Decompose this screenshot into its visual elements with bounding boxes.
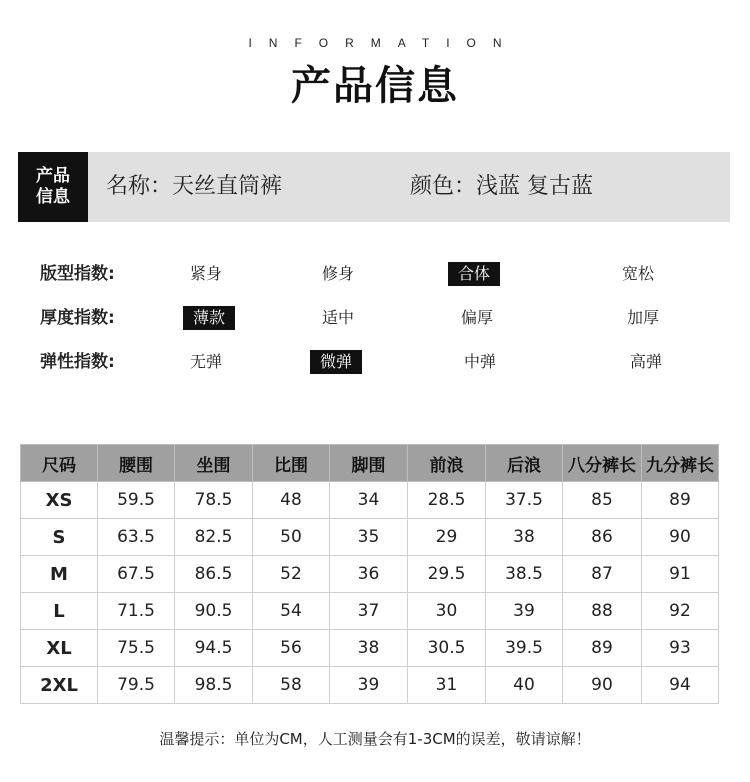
table-cell: 35 (330, 519, 408, 556)
table-cell: 92 (642, 593, 719, 630)
elasticity-index-row (0, 347, 750, 377)
table-cell: 30 (408, 593, 486, 630)
elasticity-option-medium: 中弹 (463, 352, 497, 371)
col-header-waist: 腰围 (98, 445, 175, 482)
measurement-note: 温馨提示：单位为CM，人工测量会有1-3CM的误差，敬请谅解！ (159, 730, 591, 748)
elasticity-option-none: 无弹 (189, 352, 223, 371)
elasticity-option-slight: 微弹 (310, 350, 362, 374)
table-cell: 52 (253, 556, 330, 593)
thickness-index-label: 厚度指数: (40, 308, 115, 328)
table-row (21, 519, 719, 556)
table-cell: 29 (408, 519, 486, 556)
table-cell: 78.5 (175, 482, 253, 519)
thickness-option-medium: 适中 (321, 308, 355, 327)
banner-label-line2: 信息 (36, 187, 70, 207)
col-header-back-rise: 后浪 (486, 445, 563, 482)
header-english: INFORMATION (248, 36, 519, 50)
table-cell: 30.5 (408, 630, 486, 667)
table-cell: 38 (486, 519, 563, 556)
banner-label-line1: 产品 (36, 166, 70, 186)
table-cell: 38.5 (486, 556, 563, 593)
thickness-index-row (0, 303, 750, 333)
table-cell: 90 (642, 519, 719, 556)
table-cell: 40 (486, 667, 563, 704)
table-cell: 90.5 (175, 593, 253, 630)
table-cell-size: L (21, 593, 98, 630)
page-title: 产品信息 (291, 63, 459, 109)
table-row (21, 482, 719, 519)
product-name: 名称：天丝直筒裤 (106, 174, 283, 199)
table-cell: 94 (642, 667, 719, 704)
table-cell-size: S (21, 519, 98, 556)
table-cell: 56 (253, 630, 330, 667)
size-table-header-row (21, 445, 719, 482)
table-cell: 50 (253, 519, 330, 556)
product-color: 颜色：浅蓝 复古蓝 (410, 174, 593, 199)
size-table (20, 444, 719, 704)
elasticity-index-label: 弹性指数: (40, 352, 115, 372)
table-cell: 31 (408, 667, 486, 704)
col-header-hip: 坐围 (175, 445, 253, 482)
fit-option-slim: 修身 (321, 264, 355, 283)
thickness-option-thin: 薄款 (183, 306, 235, 330)
table-cell: 86 (563, 519, 642, 556)
col-header-hem: 脚围 (330, 445, 408, 482)
table-cell: 39 (330, 667, 408, 704)
table-cell: 86.5 (175, 556, 253, 593)
table-cell: 37 (330, 593, 408, 630)
table-cell: 82.5 (175, 519, 253, 556)
table-cell: 38 (330, 630, 408, 667)
table-cell: 54 (253, 593, 330, 630)
col-header-cropped-length: 八分裤长 (563, 445, 642, 482)
col-header-size: 尺码 (21, 445, 98, 482)
banner-label (18, 152, 88, 222)
table-cell: 89 (642, 482, 719, 519)
table-cell: 93 (642, 630, 719, 667)
fit-option-regular: 合体 (448, 262, 500, 286)
table-cell: 63.5 (98, 519, 175, 556)
table-cell: 39 (486, 593, 563, 630)
table-cell-size: XL (21, 630, 98, 667)
product-banner (18, 152, 730, 222)
table-cell: 90 (563, 667, 642, 704)
elasticity-option-high: 高弹 (629, 352, 663, 371)
table-row (21, 556, 719, 593)
fit-option-loose: 宽松 (621, 264, 655, 283)
table-cell: 79.5 (98, 667, 175, 704)
table-cell-size: XS (21, 482, 98, 519)
table-cell: 37.5 (486, 482, 563, 519)
table-cell: 36 (330, 556, 408, 593)
table-cell: 67.5 (98, 556, 175, 593)
col-header-thigh: 比围 (253, 445, 330, 482)
fit-index-row (0, 259, 750, 289)
table-cell: 58 (253, 667, 330, 704)
table-cell: 71.5 (98, 593, 175, 630)
table-cell: 88 (563, 593, 642, 630)
col-header-ankle-length: 九分裤长 (642, 445, 719, 482)
fit-option-tight: 紧身 (189, 264, 223, 283)
table-cell: 85 (563, 482, 642, 519)
table-cell: 89 (563, 630, 642, 667)
table-row (21, 593, 719, 630)
table-cell: 59.5 (98, 482, 175, 519)
table-cell: 48 (253, 482, 330, 519)
table-cell-size: M (21, 556, 98, 593)
table-cell: 29.5 (408, 556, 486, 593)
table-cell: 75.5 (98, 630, 175, 667)
table-cell-size: 2XL (21, 667, 98, 704)
col-header-front-rise: 前浪 (408, 445, 486, 482)
table-cell: 91 (642, 556, 719, 593)
table-cell: 39.5 (486, 630, 563, 667)
table-cell: 94.5 (175, 630, 253, 667)
table-cell: 98.5 (175, 667, 253, 704)
thickness-option-extra-thick: 加厚 (626, 308, 660, 327)
table-cell: 28.5 (408, 482, 486, 519)
table-row (21, 630, 719, 667)
fit-index-label: 版型指数: (40, 264, 115, 284)
table-cell: 34 (330, 482, 408, 519)
table-cell: 87 (563, 556, 642, 593)
table-row (21, 667, 719, 704)
thickness-option-thick: 偏厚 (460, 308, 494, 327)
